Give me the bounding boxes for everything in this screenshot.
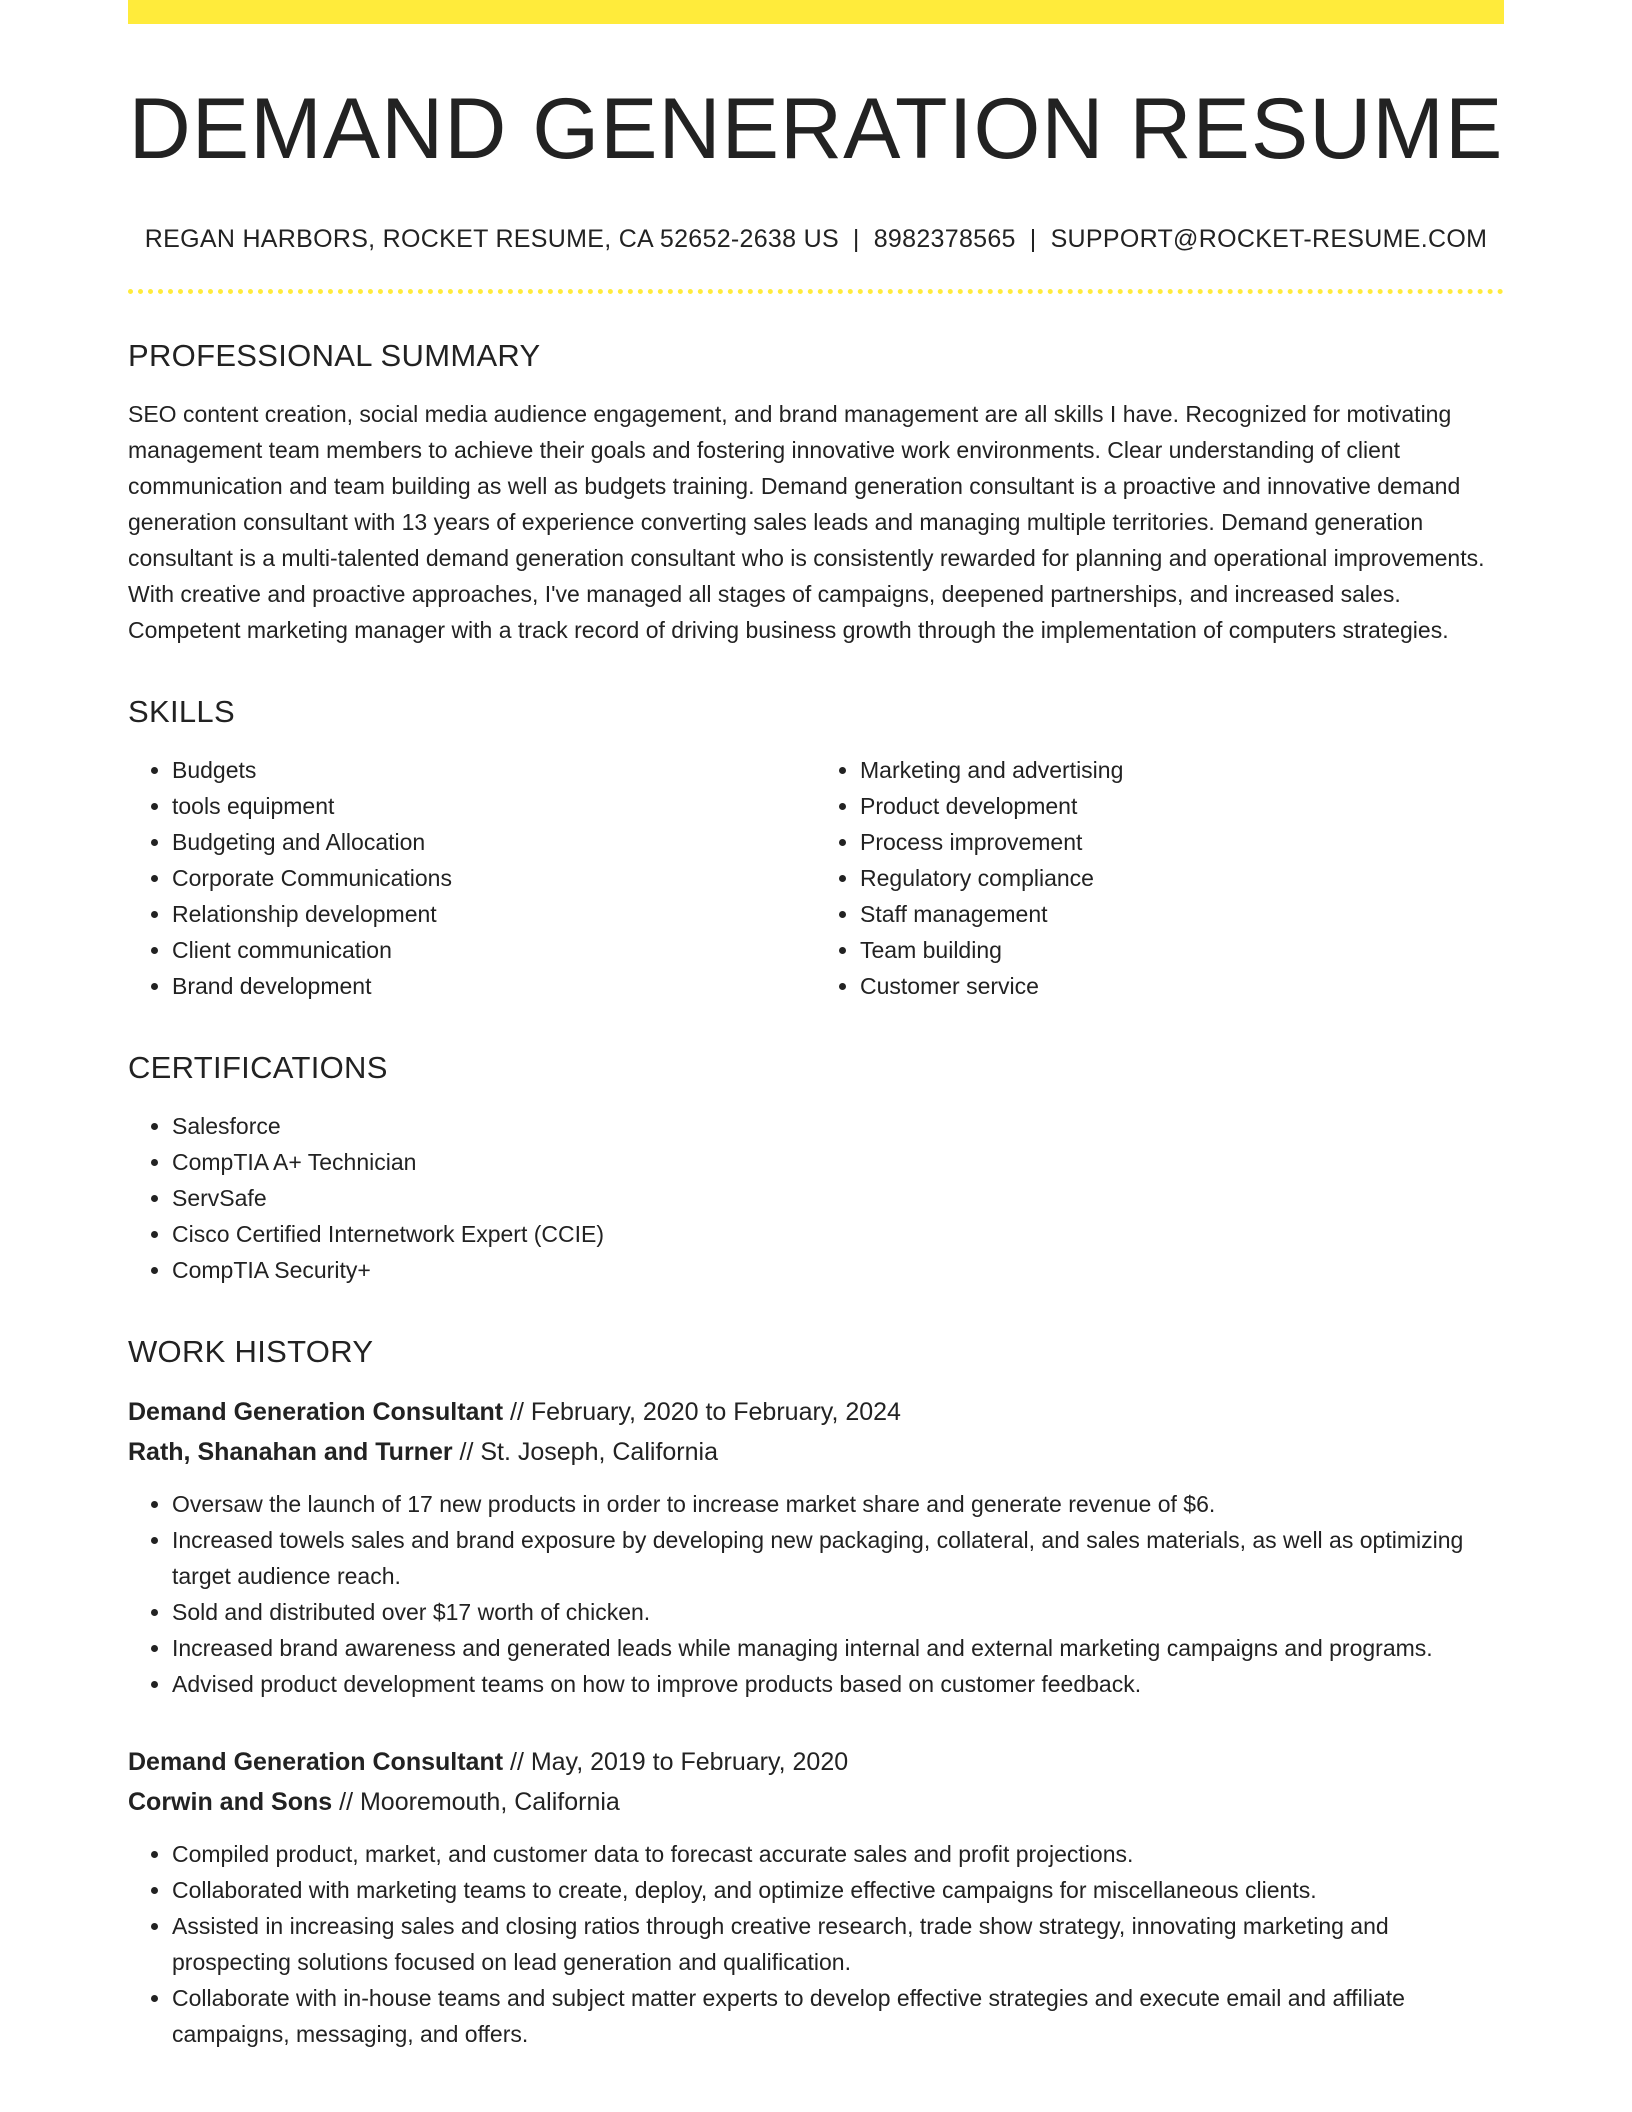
- job-dates: // May, 2019 to February, 2020: [503, 1748, 849, 1777]
- certification-item: • Cisco Certified Internetwork Expert (CCIE): [172, 1216, 1504, 1252]
- certification-item: • CompTIA A+ Technician: [172, 1144, 1504, 1180]
- skill-item: • Team building: [860, 932, 1504, 968]
- certifications-list: [128, 1108, 1504, 1288]
- skill-item: • Budgeting and Allocation: [172, 824, 816, 860]
- skill-item: • Budgets: [172, 752, 816, 788]
- skill-item: • Relationship development: [172, 896, 816, 932]
- document-title: DEMAND GENERATION RESUME: [128, 81, 1504, 177]
- summary-section: [128, 338, 1504, 648]
- skill-item: • tools equipment: [172, 788, 816, 824]
- job-entry: [128, 1392, 1504, 1702]
- accent-top-bar: [128, 0, 1504, 24]
- job-bullet: • Oversaw the launch of 17 new products in order to increase market share and generate revenue of $6.: [172, 1486, 1504, 1522]
- job-title-line: [128, 1392, 1504, 1432]
- job-dates: // February, 2020 to February, 2024: [503, 1398, 901, 1427]
- job-entry: [128, 1742, 1504, 2052]
- skill-item: • Client communication: [172, 932, 816, 968]
- job-title-line: [128, 1742, 1504, 1782]
- certification-item: • Salesforce: [172, 1108, 1504, 1144]
- skills-list-right: [816, 752, 1504, 1004]
- certification-item: • CompTIA Security+: [172, 1252, 1504, 1288]
- job-title: Demand Generation Consultant: [128, 1748, 504, 1777]
- skill-item: • Brand development: [172, 968, 816, 1004]
- skill-item: • Regulatory compliance: [860, 860, 1504, 896]
- job-bullets: [128, 1486, 1504, 1702]
- work-history-section: [128, 1334, 1504, 2052]
- job-bullet: • Increased brand awareness and generated leads while managing internal and external marketing campaigns and programs.: [172, 1630, 1504, 1666]
- contact-address: REGAN HARBORS, ROCKET RESUME, CA 52652-2638 US: [144, 224, 839, 253]
- contact-separator: |: [852, 224, 860, 253]
- job-location: // Mooremouth, California: [332, 1788, 620, 1817]
- job-company: Rath, Shanahan and Turner: [128, 1438, 453, 1467]
- job-company: Corwin and Sons: [128, 1788, 333, 1817]
- job-bullet: • Collaborate with in-house teams and subject matter experts to develop effective strategies and execute email and affiliate campaigns, messaging, and offers.: [172, 1980, 1504, 2052]
- job-company-line: [128, 1782, 1504, 1822]
- job-bullet: • Collaborated with marketing teams to create, deploy, and optimize effective campaigns for miscellaneous clients.: [172, 1872, 1504, 1908]
- skills-heading: SKILLS: [128, 694, 235, 730]
- job-title: Demand Generation Consultant: [128, 1398, 504, 1427]
- summary-text: SEO content creation, social media audience engagement, and brand management are all skills I have. Recognized for motivating management team members to achieve their goals and fostering innovative work environments. Clear understanding of client communication and team building as well as budgets training. Demand generation consultant is a proactive and innovative demand generation consultant with 13 years of experience converting sales leads and managing multiple territories. Demand generation consultant is a multi-talented demand generation consultant who is consistently rewarded for planning and operational improvements. With creative and proactive approaches, I've managed all stages of campaigns, deepened partnerships, and increased sales. Competent marketing manager with a track record of driving business growth through the implementation of computers strategies.: [128, 401, 1485, 644]
- certifications-heading: CERTIFICATIONS: [128, 1050, 388, 1086]
- job-bullet: • Sold and distributed over $17 worth of chicken.: [172, 1594, 1504, 1630]
- job-bullet: • Assisted in increasing sales and closing ratios through creative research, trade show strategy, innovating marketing and prospecting solutions focused on lead generation and qualification.: [172, 1908, 1504, 1980]
- skill-item: • Product development: [860, 788, 1504, 824]
- skills-section: [128, 694, 1504, 1004]
- skill-item: • Corporate Communications: [172, 860, 816, 896]
- job-bullets: [128, 1836, 1504, 2052]
- job-bullet: • Advised product development teams on how to improve products based on customer feedback.: [172, 1666, 1504, 1702]
- skill-item: • Process improvement: [860, 824, 1504, 860]
- certification-item: • ServSafe: [172, 1180, 1504, 1216]
- summary-heading: PROFESSIONAL SUMMARY: [128, 338, 541, 374]
- contact-email: SUPPORT@ROCKET-RESUME.COM: [1050, 224, 1488, 253]
- certifications-section: [128, 1050, 1504, 1288]
- contact-line: [128, 223, 1504, 256]
- skill-item: • Customer service: [860, 968, 1504, 1004]
- contact-separator: |: [1029, 224, 1037, 253]
- skill-item: • Staff management: [860, 896, 1504, 932]
- job-company-line: [128, 1432, 1504, 1472]
- job-bullet: • Increased towels sales and brand exposure by developing new packaging, collateral, and sales materials, as well as optimizing target audience reach.: [172, 1522, 1504, 1594]
- skills-grid: [128, 752, 1504, 1004]
- work-history-heading: WORK HISTORY: [128, 1334, 374, 1370]
- skills-list-left: [128, 752, 816, 1004]
- job-location: // St. Joseph, California: [452, 1438, 718, 1467]
- dotted-divider: [128, 289, 1504, 294]
- job-bullet: • Compiled product, market, and customer data to forecast accurate sales and profit projections.: [172, 1836, 1504, 1872]
- contact-phone: 8982378565: [873, 224, 1016, 253]
- skill-item: • Marketing and advertising: [860, 752, 1504, 788]
